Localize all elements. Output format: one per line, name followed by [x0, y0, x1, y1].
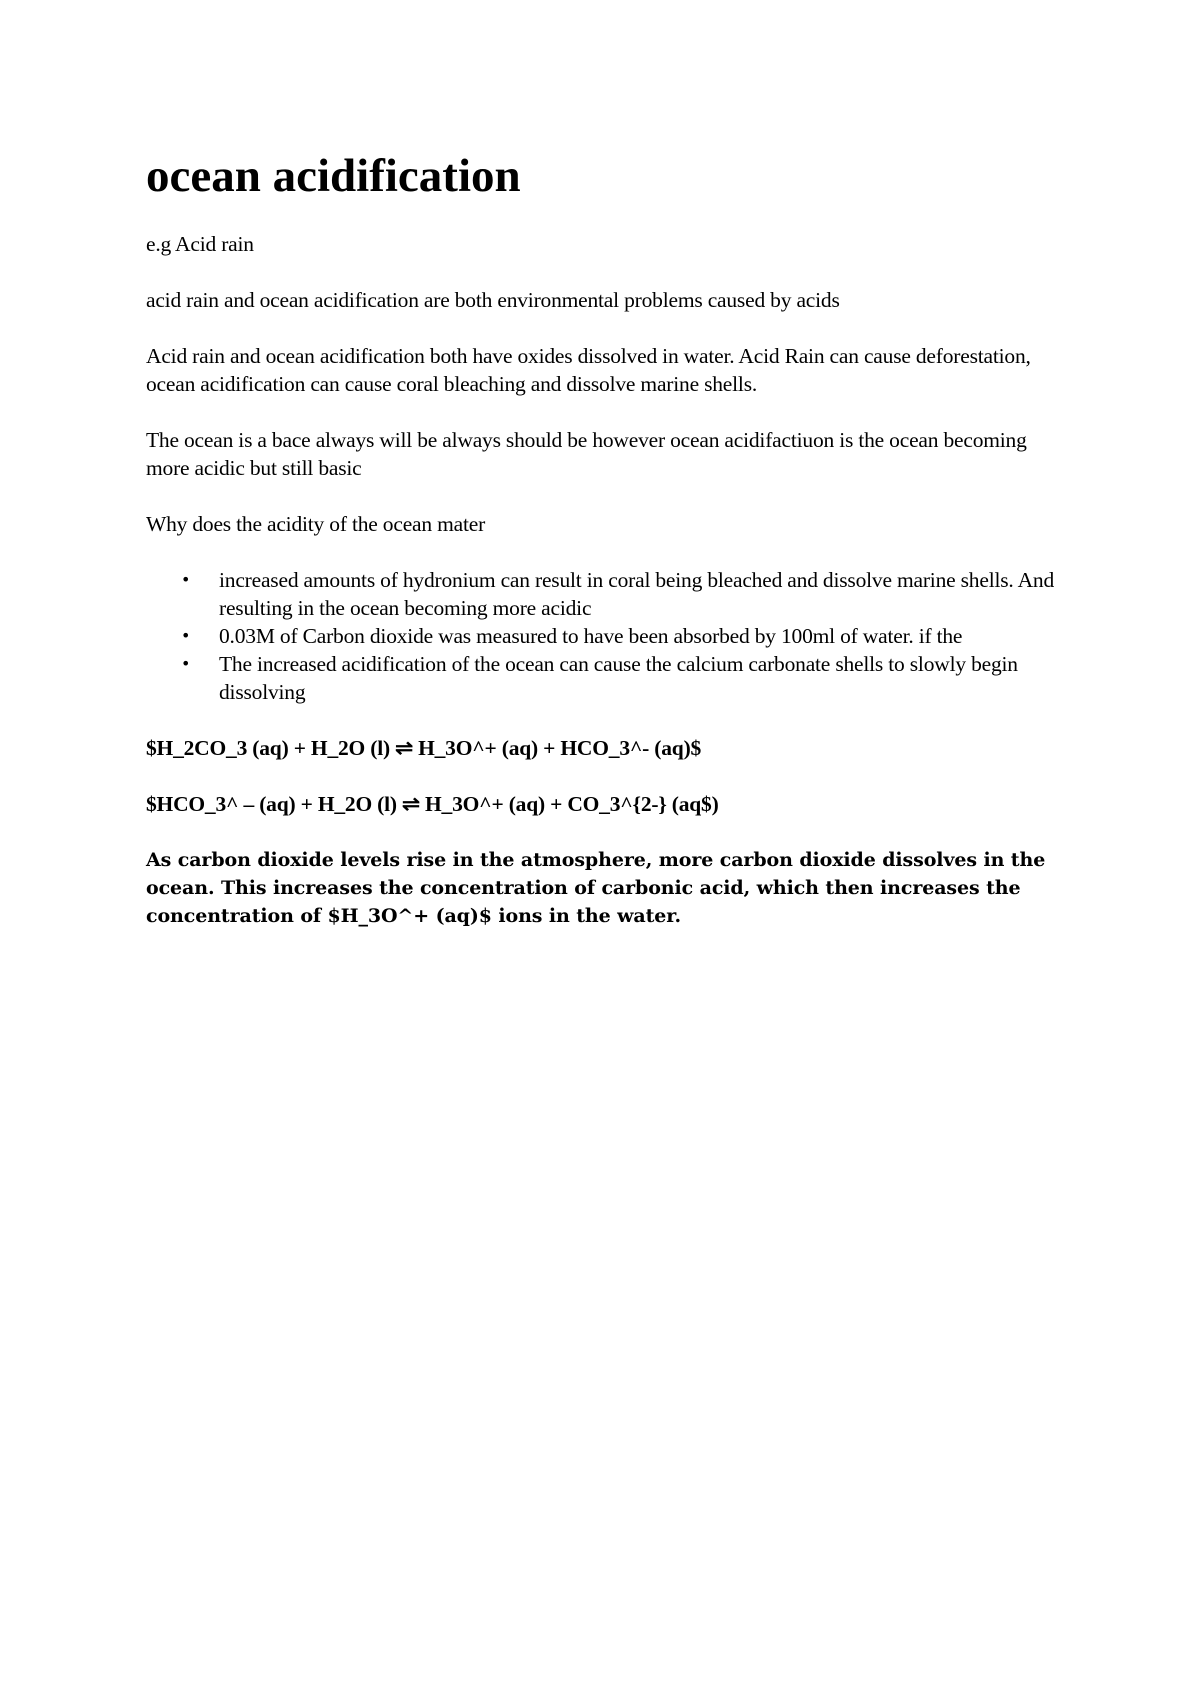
bullet-list [146, 566, 1066, 706]
list-item-text: increased amounts of hydronium can result in coral being bleached and dissolve marine shells. And resulting in the ocean becoming more acidic [219, 568, 1054, 620]
list-item [146, 622, 1066, 650]
conclusion-paragraph: As carbon dioxide levels rise in the atmosphere, more carbon dioxide dissolves in the ocean. This increases the concentration of carbonic acid, which then increases the concentration of $H_3O^+ (aq)$ ions in the water. [146, 849, 1046, 927]
oxides-paragraph: Acid rain and ocean acidification both have oxides dissolved in water. Acid Rain can cause deforestation, ocean acidification can cause coral bleaching and dissolve marine shells. [146, 344, 1031, 396]
list-item-text: 0.03M of Carbon dioxide was measured to have been absorbed by 100ml of water. if the [219, 624, 963, 648]
ocean-base-paragraph: The ocean is a bace always will be always should be however ocean acidifactiuon is the ocean becoming more acidic but still basic [146, 428, 1027, 480]
page-title: ocean acidification [146, 150, 521, 202]
list-item [146, 650, 1066, 706]
question-line: Why does the acidity of the ocean mater [146, 512, 486, 536]
list-item-text: The increased acidification of the ocean can cause the calcium carbonate shells to slowly begin dissolving [219, 652, 1018, 704]
comparison-line: acid rain and ocean acidification are both environmental problems caused by acids [146, 288, 840, 312]
list-item [146, 566, 1066, 622]
example-line: e.g Acid rain [146, 232, 254, 256]
bullet-icon: • [181, 570, 191, 589]
equation-bicarbonate: $HCO_3^ – (aq) + H_2O (l) ⇌ H_3O^+ (aq) + CO_3^{2-} (aq$) [146, 792, 719, 816]
equation-carbonic-acid: $H_2CO_3 (aq) + H_2O (l) ⇌ H_3O^+ (aq) + HCO_3^- (aq)$ [146, 736, 702, 760]
document-body [146, 148, 1066, 930]
bullet-icon: • [181, 654, 191, 673]
bullet-icon: • [181, 626, 191, 645]
